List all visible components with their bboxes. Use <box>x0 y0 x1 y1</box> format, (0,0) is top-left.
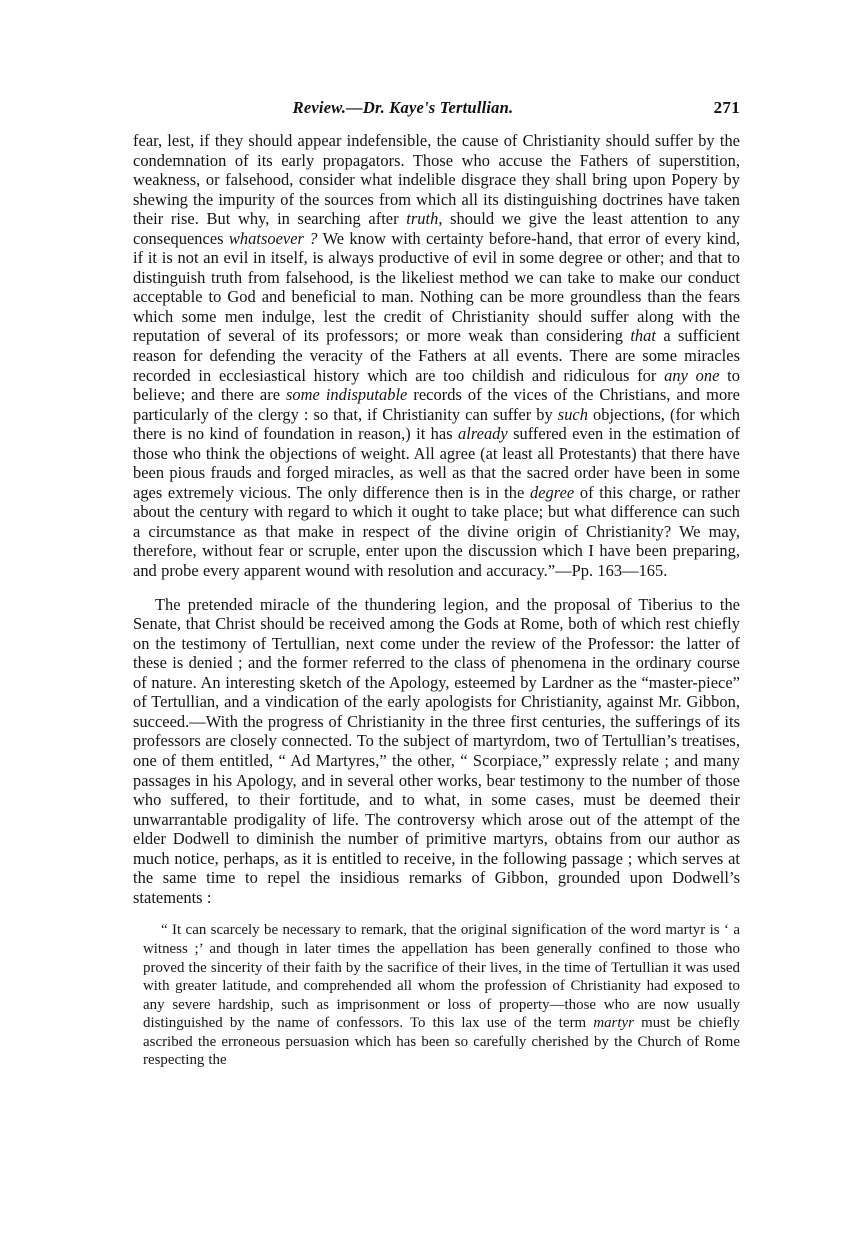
body-text: We know with certainty before-hand, that error of every kind, if it is not an evil in itself, is always productive of evil in some degree or other; and that to distinguish truth from falsehood, is the likeliest method we can take to make our conduct acceptable to God and beneficial to man. Nothing can be more groundless than the fears which some men indulge, lest the credit of Christianity should suffer along with the reputation of several of its professors; or more weak than considering <box>133 228 740 346</box>
emphasis-text: martyr <box>593 1015 634 1032</box>
emphasis-text: any one <box>664 365 720 385</box>
body-text: a sufficient reason for defending the veracity of the Fathers at all events. There are some miracles recorded in ecclesiastical history which are too childish and ridiculous for <box>133 326 740 385</box>
body-text: must be chiefly ascribed the erroneous persuasion which has been so carefully cherished by the Church of Rome respecting the <box>143 1015 740 1069</box>
body-text: records of the vices of the Christians, and more particularly of the clergy : so that, if Christianity can suffer by <box>133 385 740 424</box>
body-text: objections, (for which there is no kind of foundation in reason,) it has <box>133 404 740 444</box>
body-text: suffered even in the estimation of those who think the objections of weight. All agree (at least all Protestants) that there have been pious frauds and forged miracles, as well as that the sacred order have been in some ages extremely vicious. The only difference then is in the <box>133 424 741 502</box>
body-text: to believe; and there are <box>133 365 741 405</box>
text-column <box>133 131 740 1070</box>
block-quote <box>133 921 740 1070</box>
body-text: The pretended miracle of the thundering legion, and the proposal of Tiberius to the Senate, that Christ should be received among the Gods at Rome, both of which rest chiefly on the testimony of Tertullian, next come under the review of the Professor: the latter of these is denied ; and the former referred to the class of phenomena in the ordinary course of nature. An interesting sketch of the Apology, esteemed by Lardner as the “master-piece” of Tertullian, and a vindication of the early apologists for Christianity, against Mr. Gibbon, succeed.—With the progress of Christianity in the three first centuries, the sufferings of its professors are closely connected. To the subject of martyrdom, two of Tertullian’s treatises, one of them entitled, “ Ad Martyres,” the other, “ Scorpiace,” expressly relate ; and many passages in his Apology, and in several other works, bear testimony to the number of those who suffered, to their fortitude, and to what, in some cases, must be deemed their unwarrantable prodigality of life. The controversy which arose out of the attempt of the elder Dodwell to diminish the number of primitive martyrs, obtains from our author as much notice, perhaps, as it is entitled to receive, in the following passage ; which serves at the same time to repel the insidious remarks of Gibbon, grounded upon Dodwell’s statements : <box>133 594 740 907</box>
body-text: of this charge, or rather about the century with regard to which it ought to take place; but what difference can such a circumstance as that make in respect of the divine origin of Christianity? We may, therefore, without fear or scruple, enter upon the discussion which I have been preparing, and probe every apparent wound with resolution and accuracy.”—Pp. 163—165. <box>133 482 740 581</box>
emphasis-text: some indisputable <box>286 385 408 405</box>
body-text: , should we give the least attention to any consequences <box>133 209 740 248</box>
running-head <box>133 98 740 122</box>
page-number: 271 <box>713 98 740 117</box>
emphasis-text: degree <box>529 482 575 502</box>
body-text: fear, lest, if they should appear indefensible, the cause of Christianity should suffer by the condemnation of its early propagators. Those who accuse the Fathers of superstition, weakness, or falsehood, consider what indelible disgrace they shall bring upon Popery by shewing the impurity of the sources from which all its distinguishing doctrines have taken their rise. But why, in searching after <box>133 131 740 229</box>
body-text: “ It can scarcely be necessary to remark, that the original signification of the word martyr is ‘ a witness ;’ and though in later times the appellation has been generally confined to those who proved the sincerity of their faith by the sacrifice of their lives, in the time of Tertullian it was used with greater latitude, and comprehended all whom the profession of Christianity had exposed to any severe hardship, such as imprisonment or loss of property—those who are now usually distinguished by the name of confessors. To this lax use of the term <box>143 922 740 1032</box>
emphasis-text: such <box>557 404 588 424</box>
emphasis-text: whatsoever ? <box>228 228 318 248</box>
quote-paragraph <box>143 921 740 1070</box>
paragraph-continuation <box>133 131 740 581</box>
running-head-title: Review.—Dr. Kaye's Tertullian. <box>292 98 514 117</box>
emphasis-text: already <box>457 424 508 444</box>
paragraph-review-commentary <box>133 595 740 908</box>
emphasis-text: that <box>630 326 656 346</box>
emphasis-text: truth <box>406 209 439 229</box>
